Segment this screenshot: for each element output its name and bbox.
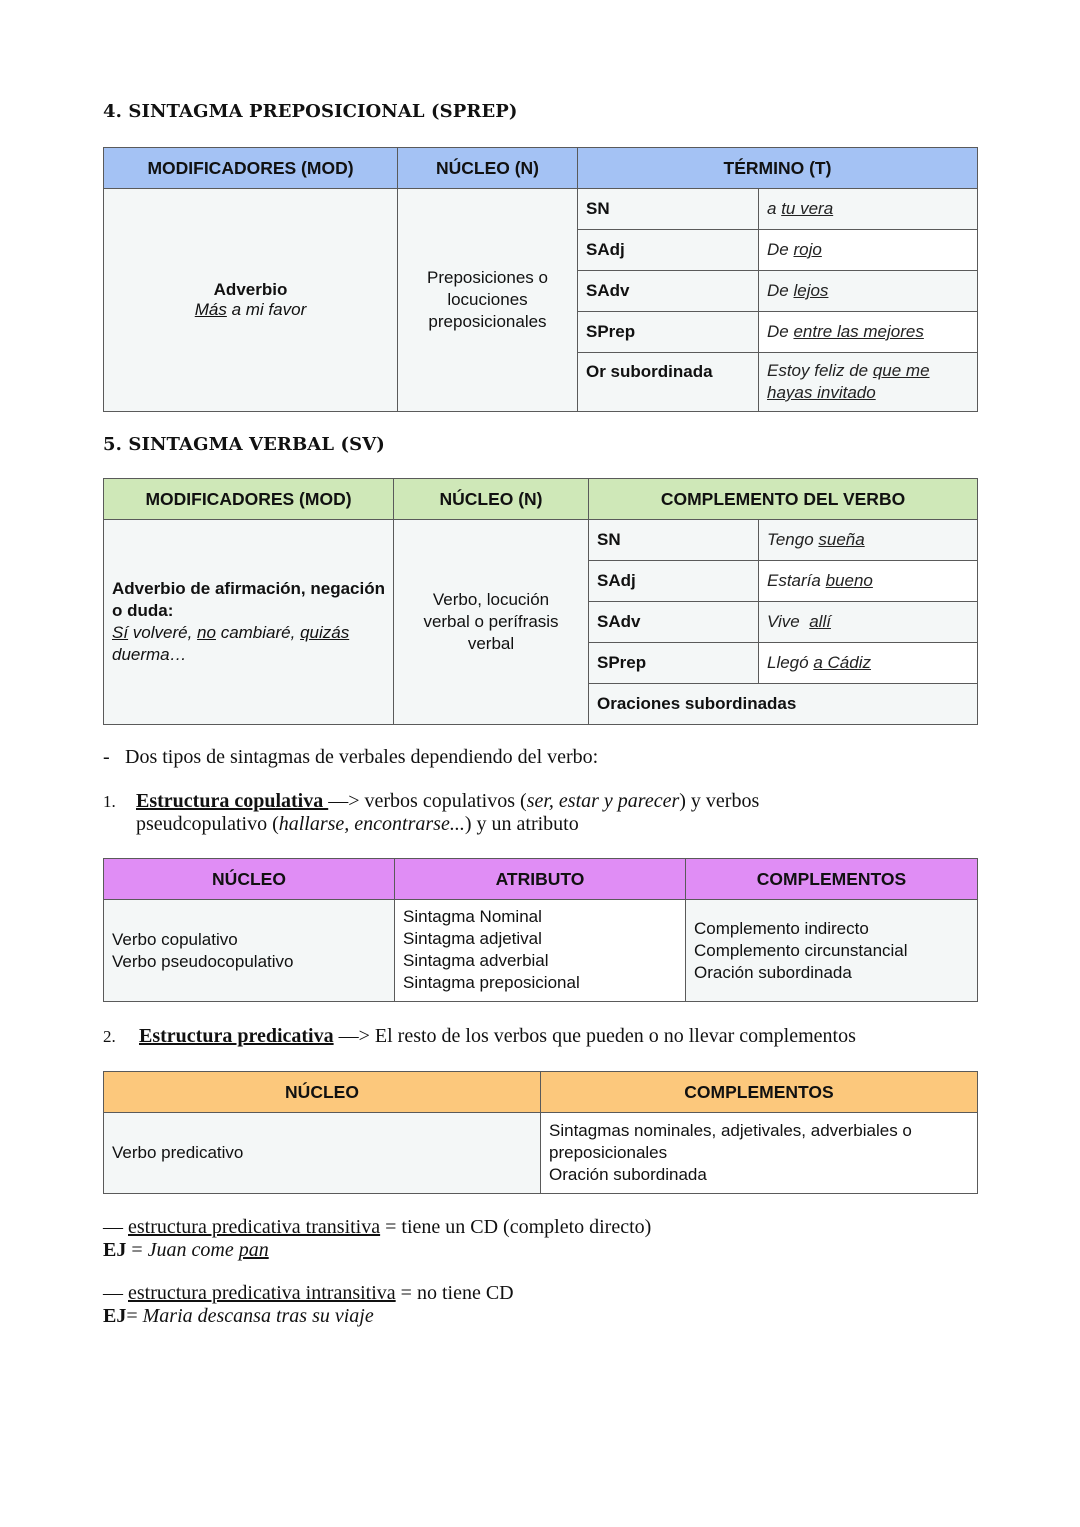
termino-example: De rojo — [759, 230, 978, 271]
copulativa-complementos-cell: Complemento indirecto Complemento circunstancial Oración subordinada — [686, 900, 978, 1002]
predicativa-title: Estructura predicativa — [139, 1025, 334, 1047]
intro-line — [103, 746, 598, 769]
header-nucleo: NÚCLEO — [104, 1072, 541, 1113]
sprep-modifier-cell — [104, 189, 398, 412]
bullet-dash: - — [103, 746, 110, 768]
complement-example: Tengo sueña — [759, 520, 978, 561]
header-complementos: COMPLEMENTOS — [541, 1072, 978, 1113]
header-complemento-verbo: COMPLEMENTO DEL VERBO — [589, 479, 978, 520]
sprep-nucleus-cell: Preposiciones o locuciones preposicionales — [398, 189, 578, 412]
complement-category: SAdv — [589, 602, 759, 643]
modifier-example: Más a mi favor — [194, 300, 307, 319]
header-complementos: COMPLEMENTOS — [686, 859, 978, 900]
termino-category: Or subordinada — [578, 353, 759, 412]
termino-category: SAdv — [578, 271, 759, 312]
modifier-label: Adverbio — [213, 280, 288, 299]
header-nucleo: NÚCLEO (N) — [398, 148, 578, 189]
header-termino: TÉRMINO (T) — [578, 148, 978, 189]
header-atributo: ATRIBUTO — [395, 859, 686, 900]
copulativa-title: Estructura copulativa — [136, 790, 329, 812]
termino-category: SAdj — [578, 230, 759, 271]
list-number: 1. — [103, 792, 116, 811]
complement-example: Estaría bueno — [759, 561, 978, 602]
note-transitiva: — estructura predicativa transitiva = tiene un CD (completo directo) EJ = Juan come pan — [103, 1216, 652, 1261]
header-modificadores: MODIFICADORES (MOD) — [104, 479, 394, 520]
termino-example: a tu vera — [759, 189, 978, 230]
note-intransitiva: — estructura predicativa intransitiva = no tiene CD EJ= Maria descansa tras su viaje — [103, 1282, 514, 1327]
termino-example: De entre las mejores — [759, 312, 978, 353]
sv-modifier-cell — [104, 520, 394, 725]
predicativa-nucleo-cell: Verbo predicativo — [104, 1113, 541, 1194]
header-nucleo: NÚCLEO — [104, 859, 395, 900]
list-number: 2. — [103, 1027, 116, 1046]
copulativa-nucleo-cell: Verbo copulativo Verbo pseudocopulativo — [104, 900, 395, 1002]
copulativa-paragraph: 1. Estructura copulativa —> verbos copulativos (ser, estar y parecer) y verbos pseudcopulativo (hallarse, encontrarse...) y un atributo — [103, 790, 760, 835]
termino-example: Estoy feliz de que me hayas invitado — [759, 353, 978, 412]
header-nucleo: NÚCLEO (N) — [394, 479, 589, 520]
complement-category: SN — [589, 520, 759, 561]
sprep-table — [103, 147, 978, 412]
header-modificadores: MODIFICADORES (MOD) — [104, 148, 398, 189]
copulativa-header-row — [104, 859, 978, 900]
term-transitiva: estructura predicativa transitiva — [128, 1216, 381, 1238]
copulativa-table — [103, 858, 978, 1002]
complement-category: SPrep — [589, 643, 759, 684]
section-5-title: 5. SINTAGMA VERBAL (SV) — [103, 434, 385, 455]
predicativa-table — [103, 1071, 978, 1194]
copulativa-atributo-cell: Sintagma Nominal Sintagma adjetival Sintagma adverbial Sintagma preposicional — [395, 900, 686, 1002]
section-4-title: 4. SINTAGMA PREPOSICIONAL (SPREP) — [103, 101, 518, 122]
complement-subordinadas: Oraciones subordinadas — [589, 684, 978, 725]
termino-category: SPrep — [578, 312, 759, 353]
predicativa-header-row — [104, 1072, 978, 1113]
modifier-examples: Sí volveré, no cambiaré, quizás duerma… — [112, 623, 350, 664]
sprep-header-row — [104, 148, 978, 189]
intro-text: Dos tipos de sintagmas de verbales dependiendo del verbo: — [125, 746, 599, 768]
modifier-label: Adverbio de afirmación, negación o duda: — [112, 579, 386, 620]
term-intransitiva: estructura predicativa intransitiva — [128, 1282, 396, 1304]
predicativa-paragraph: 2. Estructura predicativa —> El resto de los verbos que pueden o no llevar complementos — [103, 1025, 856, 1047]
predicativa-complementos-cell: Sintagmas nominales, adjetivales, adverbiales o preposicionales Oración subordinada — [541, 1113, 978, 1194]
sv-nucleus-cell: Verbo, locución verbal o perífrasis verbal — [394, 520, 589, 725]
sv-table — [103, 478, 978, 725]
complement-category: SAdj — [589, 561, 759, 602]
complement-example: Llegó a Cádiz — [759, 643, 978, 684]
termino-category: SN — [578, 189, 759, 230]
termino-example: De lejos — [759, 271, 978, 312]
sv-header-row — [104, 479, 978, 520]
complement-example: Vive allí — [759, 602, 978, 643]
